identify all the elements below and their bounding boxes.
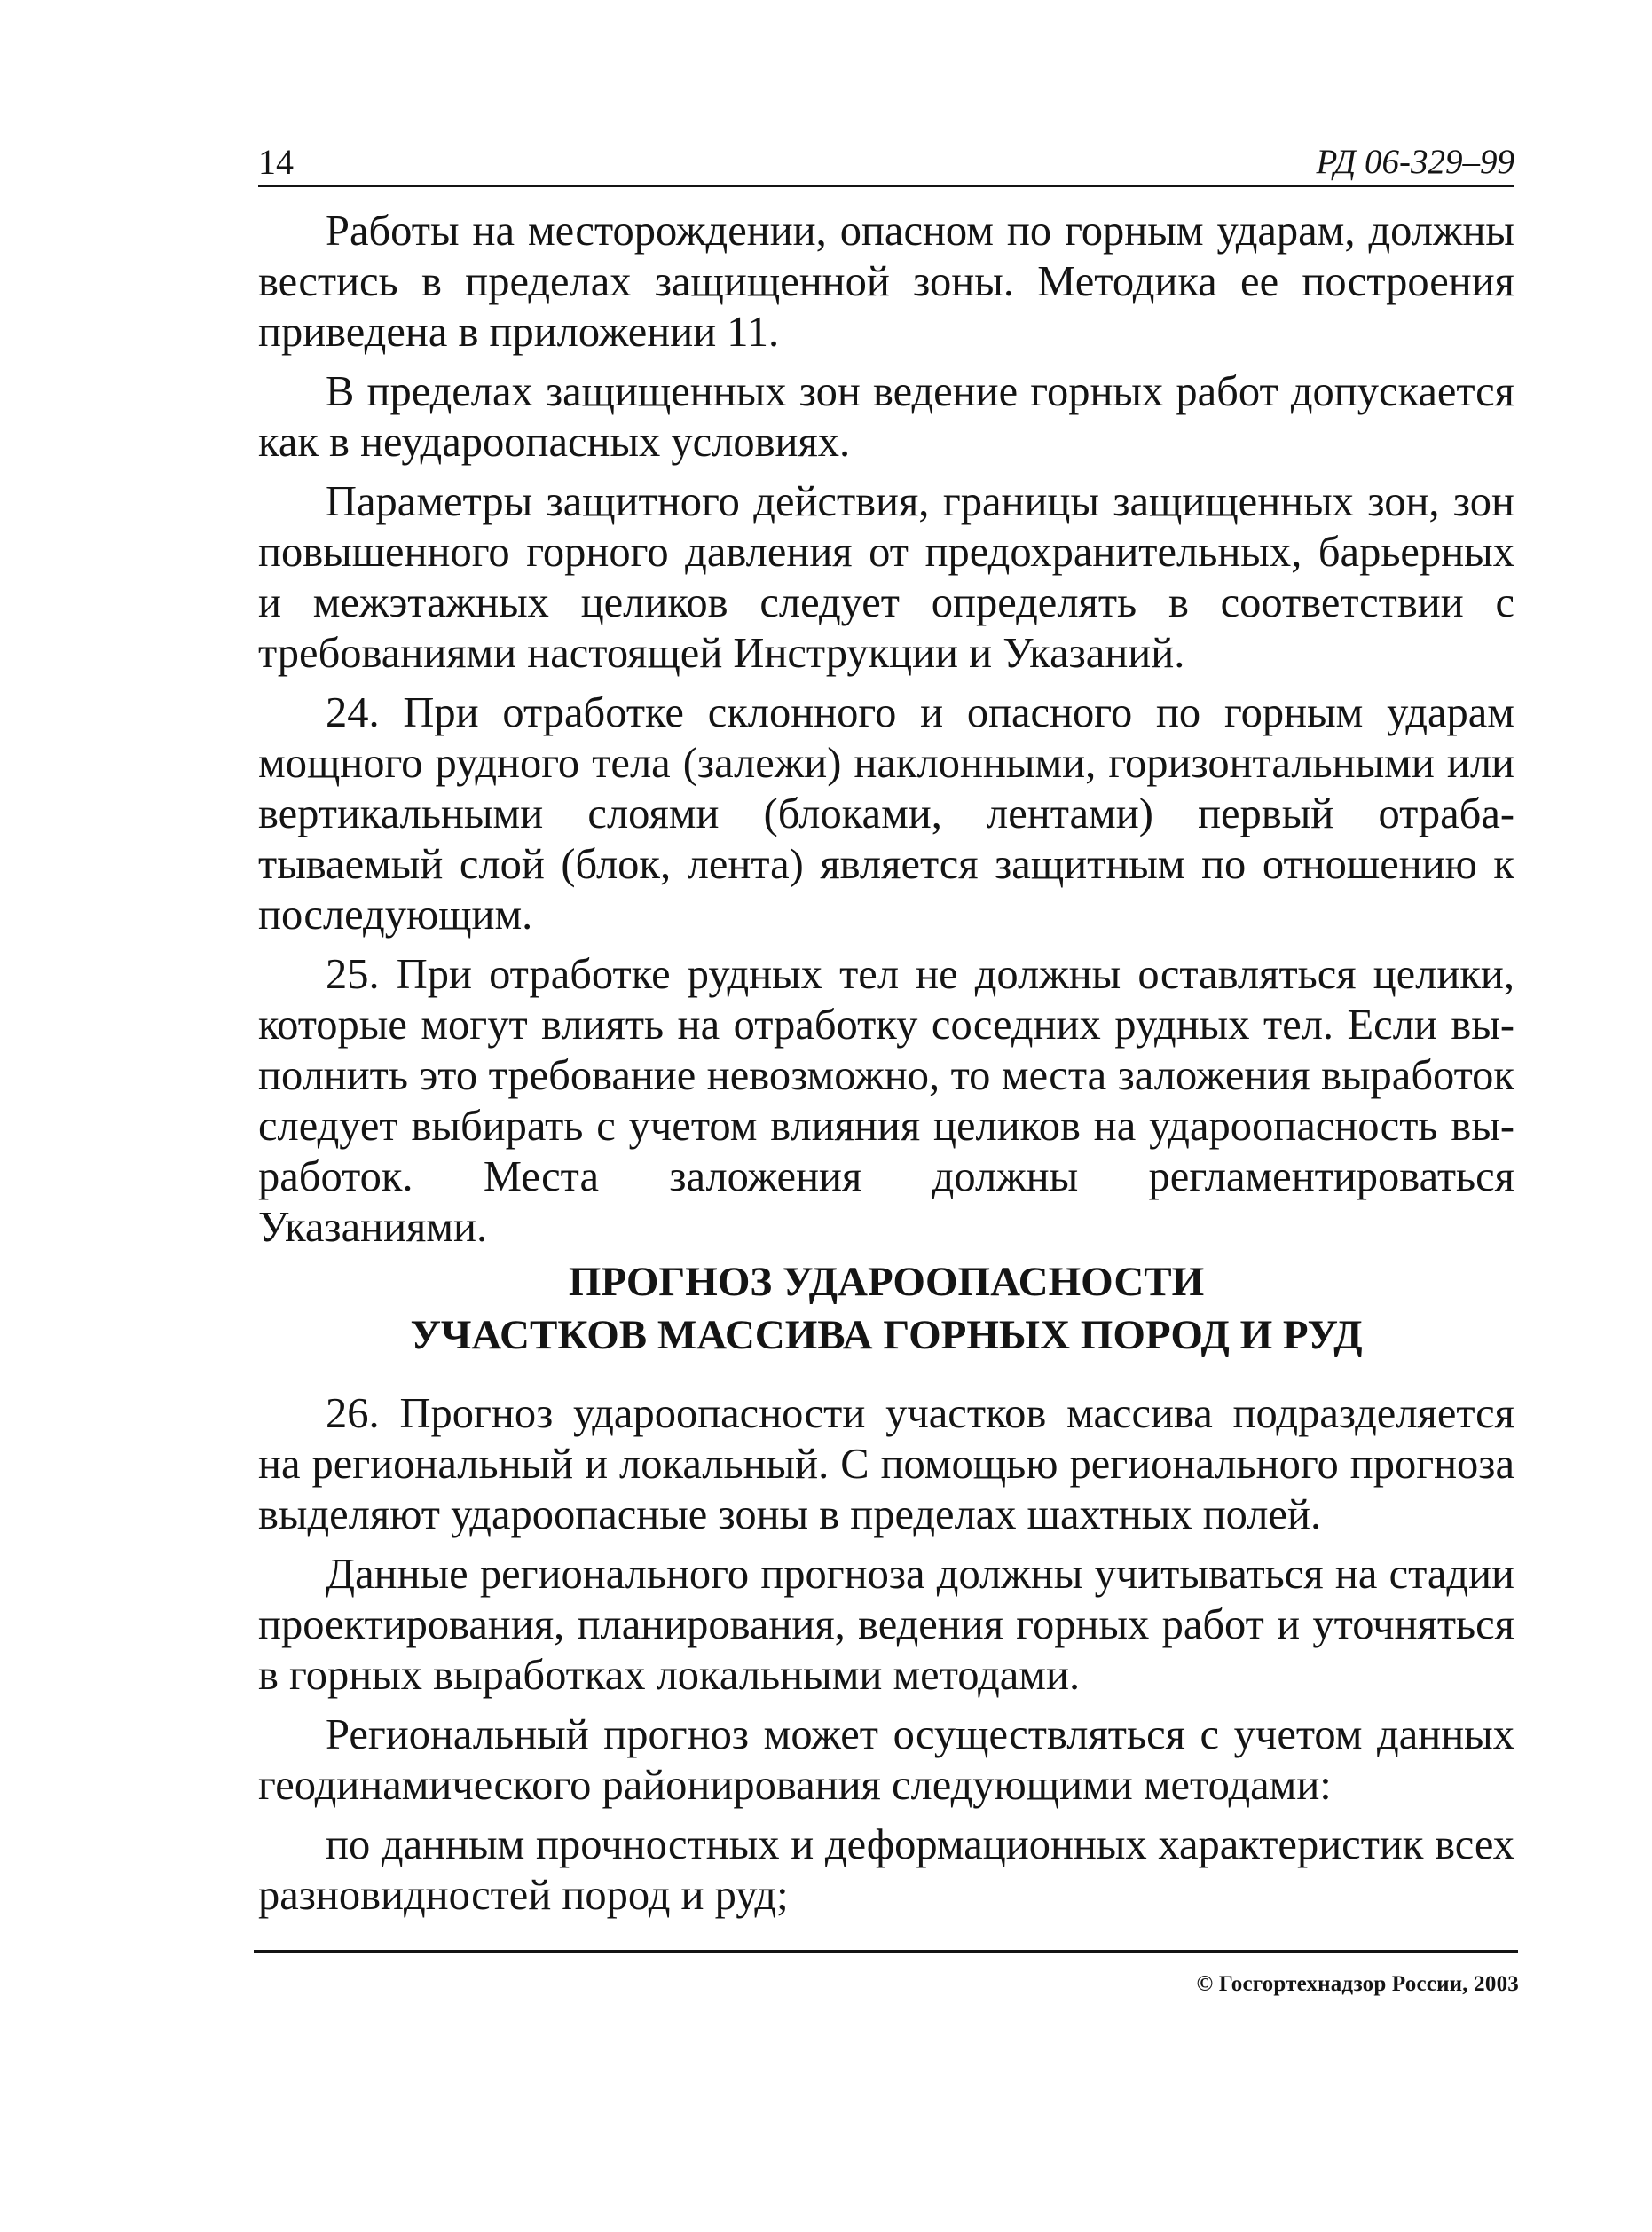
footer-copyright: © Госгортехнадзор России, 2003 bbox=[1196, 1972, 1519, 1996]
paragraph-item-25: 25. При отработке рудных тел не должны оставляться целики, которые могут влиять на отработку соседних рудных тел. Если выполнить это требование невозможно, то места заложения выработок следует выбирать с учетом влияния целиков на удароопасность выработок. Места заложения должны регламентироваться Указаниями. bbox=[258, 951, 1514, 1251]
paragraph: Данные регионального прогноза должны учитываться на стадии проектирования, планирования, ведения горных работ и уточняться в горных выработках локальными методами. bbox=[258, 1551, 1514, 1699]
paragraph: Работы на месторождении, опасном по горным ударам, должны вестись в пределах защищенной зоны. Методика ее построения приведена в приложении 11. bbox=[258, 208, 1514, 356]
document-code: РД 06-329–99 bbox=[1316, 143, 1514, 181]
page-header bbox=[258, 138, 1514, 187]
paragraph-item-24: 24. При отработке склонного и опасного по горным ударам мощного рудного тела (залежи) наклонными, горизонтальными или вертикальными слоями (блоками, лентами) первый отрабатываемый слой (блок, лента) является защитным по отношению к последующим. bbox=[258, 689, 1514, 939]
body-text-bottom bbox=[258, 1388, 1514, 1929]
paragraph: В пределах защищенных зон ведение горных работ допускается как в неудароопасных условиях. bbox=[258, 368, 1514, 466]
paragraph: Региональный прогноз может осуществляться с учетом данных геодинамического районирования следующими методами: bbox=[258, 1711, 1514, 1809]
section-heading-line-1: ПРОГНОЗ УДАРООПАСНОСТИ bbox=[568, 1259, 1205, 1305]
paragraph-item-26: 26. Прогноз удароопасности участков массива подразделяется на региональный и локальный. С помощью регионального прогноза выделяют удароопасные зоны в пределах шахтных полей. bbox=[258, 1390, 1514, 1538]
paragraph: Параметры защитного действия, границы защищенных зон, зон повышенного горного давления от предохранительных, барьерных и межэтажных целиков следует определять в соответствии с требованиями настоящей Инструкции и Указаний. bbox=[258, 478, 1514, 677]
page-number: 14 bbox=[258, 142, 294, 182]
body-text-top bbox=[258, 206, 1514, 1261]
section-heading-line-2: УЧАСТКОВ МАССИВА ГОРНЫХ ПОРОД И РУД bbox=[410, 1312, 1363, 1358]
section-heading bbox=[258, 1255, 1514, 1362]
footer-rule bbox=[254, 1950, 1518, 1953]
header-rule bbox=[258, 185, 1514, 187]
paragraph: по данным прочностных и деформационных характеристик всех разновидностей пород и руд; bbox=[258, 1821, 1514, 1919]
